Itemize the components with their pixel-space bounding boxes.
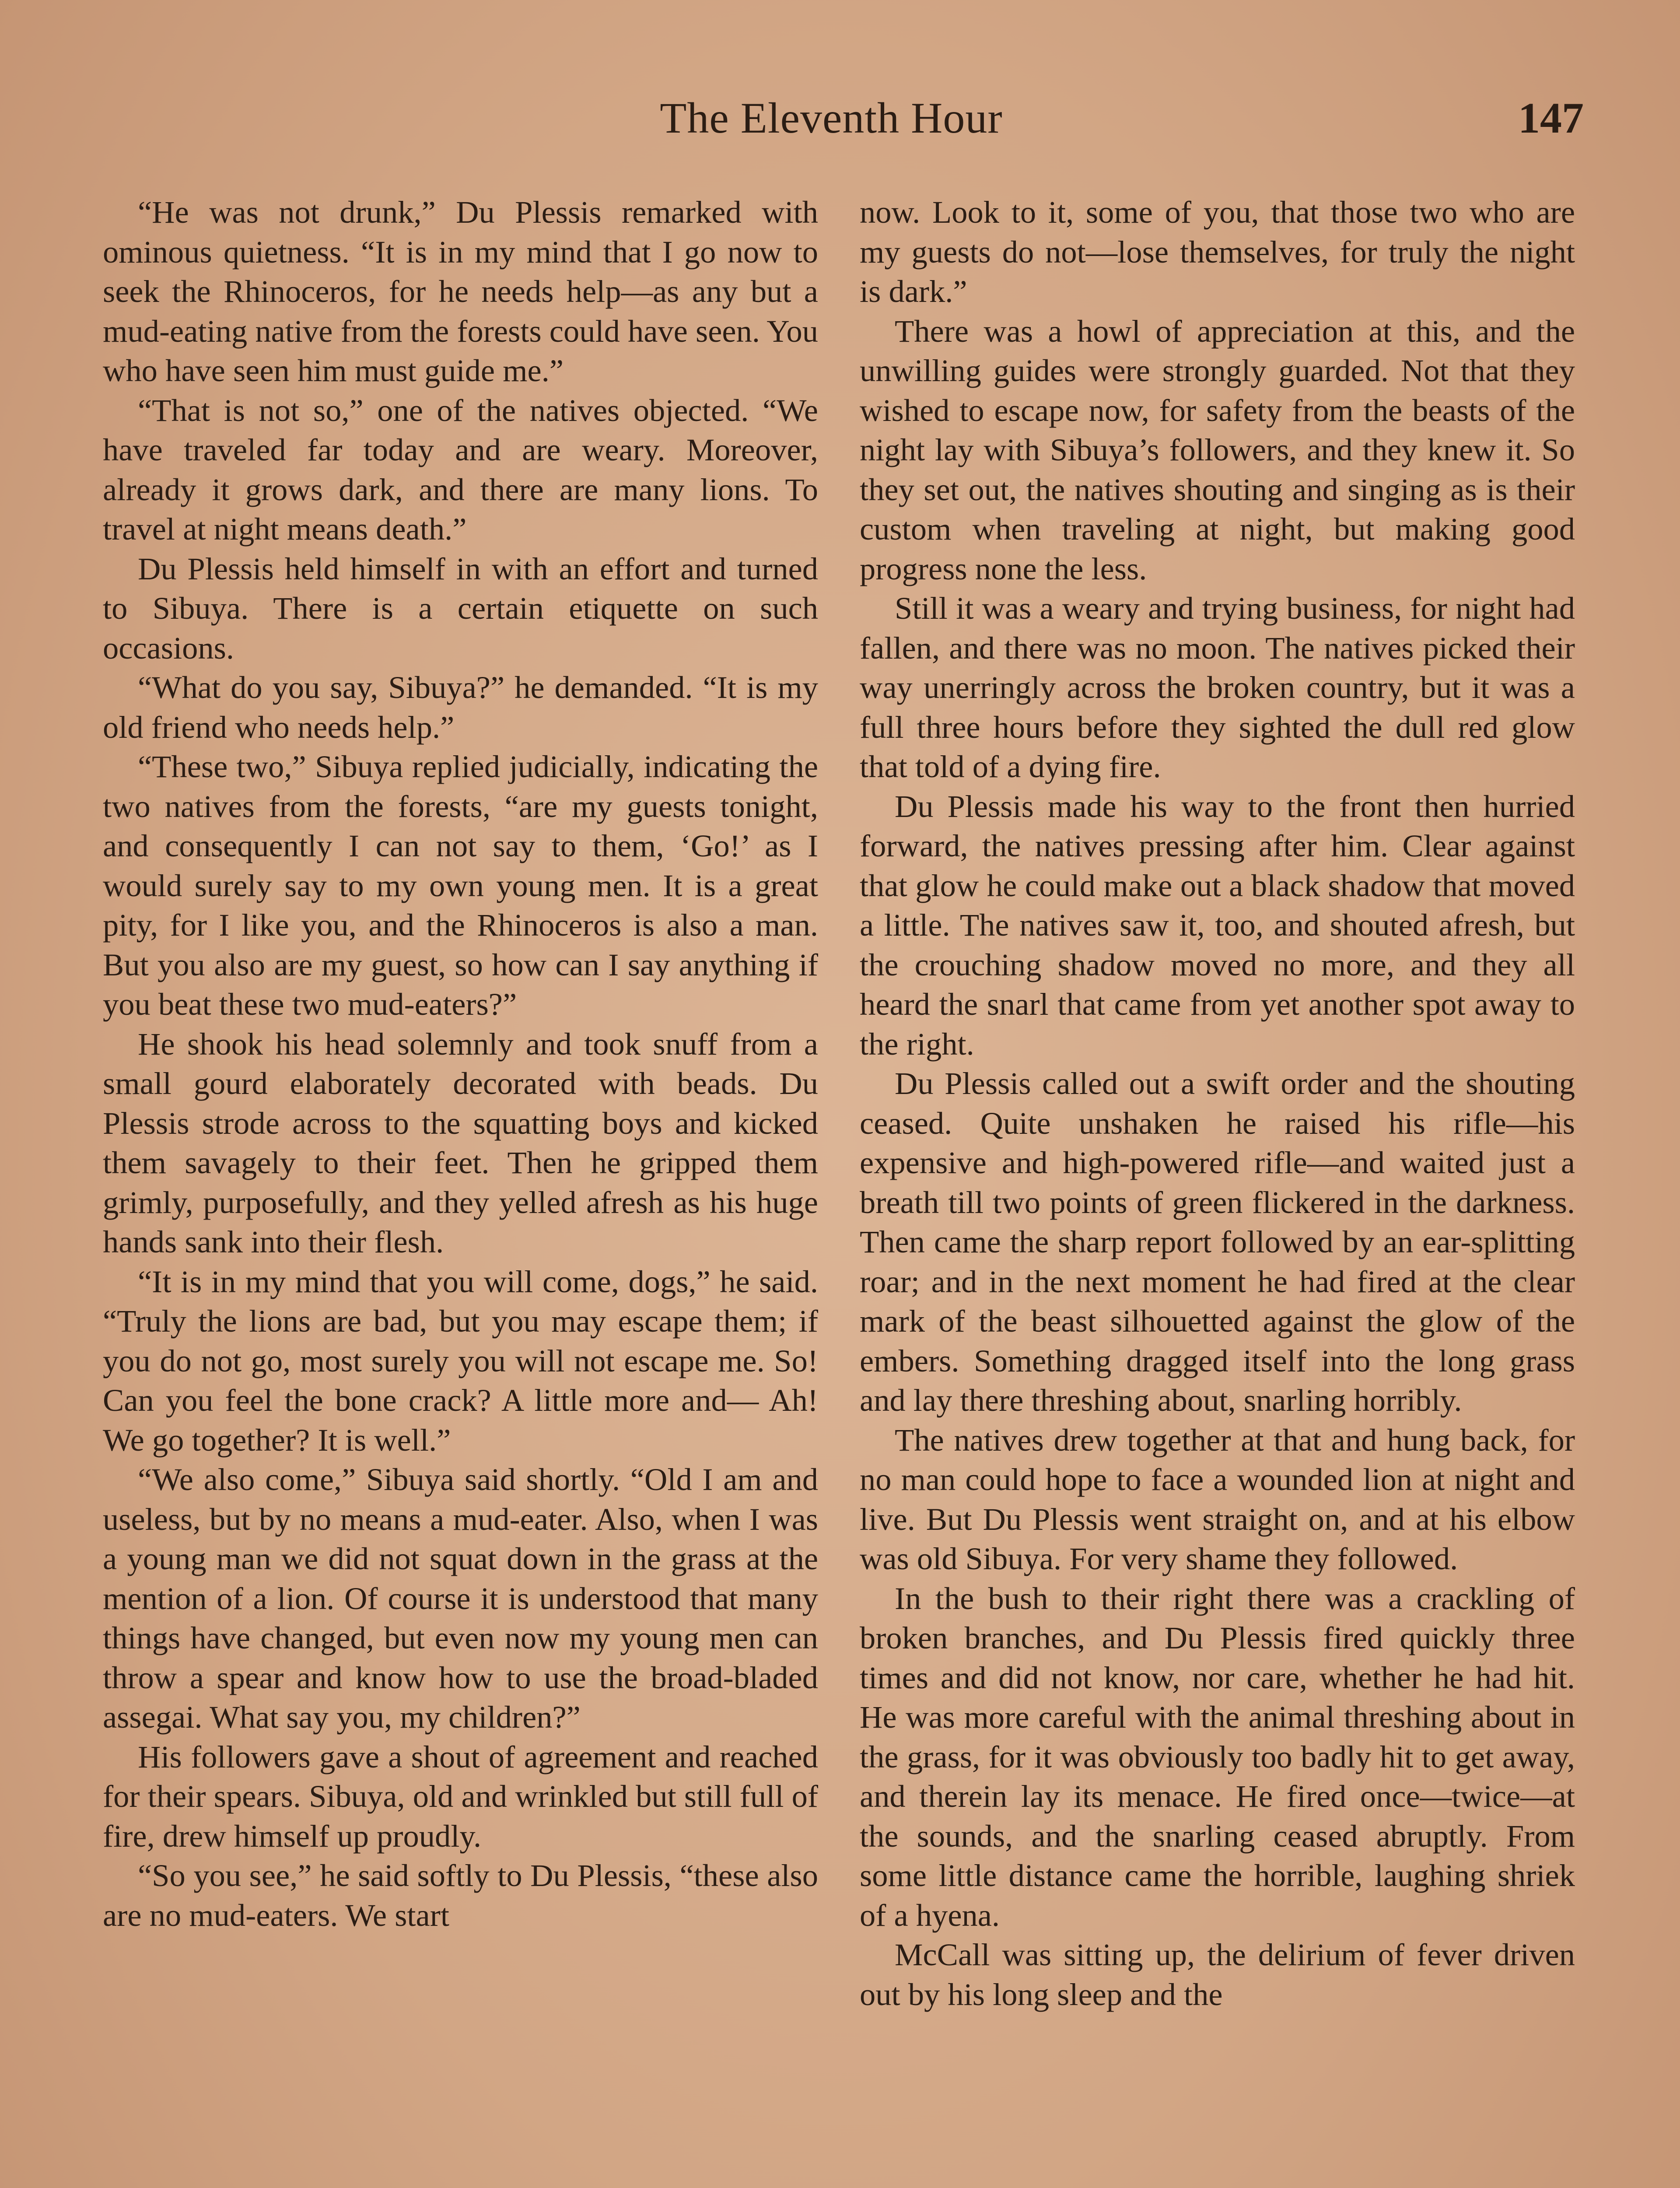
paragraph: The natives drew together at that and hung back, for no man could hope to face a wounded lion at night and live. But Du Plessis went straight on, and at his elbow was old Sibuya. For very shame they followed. (860, 1422, 1575, 1576)
running-title: The Eleventh Hour (660, 94, 1003, 142)
page-number: 147 (1518, 94, 1584, 142)
paragraph: “He was not drunk,” Du Plessis remarked with ominous quietness. “It is in my mind that I go now to seek the Rhinoceros, for he needs help—as any but a mud-eating native from the forests could have seen. You who have seen him must guide me.” (103, 194, 818, 388)
paragraph: Du Plessis made his way to the front then hurried forward, the natives pressing after him. Clear against that glow he could make out a black shadow that moved a little. The natives saw it, too, and shouted afresh, but the crouching shadow moved no more, and they all heard the snarl that came from yet another spot away to the right. (860, 788, 1575, 1062)
paragraph: Du Plessis held himself in with an effort and turned to Sibuya. There is a certain etiquette on such occasions. (103, 551, 818, 666)
paragraph: “That is not so,” one of the natives objected. “We have traveled far today and are weary. Moreover, already it grows dark, and there are many lions. To travel at night means death.” (103, 392, 818, 547)
right-column (860, 193, 1575, 2188)
paragraph: McCall was sitting up, the delirium of fever driven out by his long sleep and the (860, 1937, 1575, 2012)
paragraph: There was a howl of appreciation at this, and the unwilling guides were strongly guarded. Not that they wished to escape now, for safety from the beasts of the night lay with Sibuya’s followers, and they knew it. So they set out, the natives shouting and singing as is their custom when traveling at night, but making good progress none the less. (860, 313, 1575, 586)
paragraph: “What do you say, Sibuya?” he demanded. “It is my old friend who needs help.” (103, 670, 818, 745)
paragraph: His followers gave a shout of agreement and reached for their spears. Sibuya, old and wrinkled but still full of fire, drew himself up proudly. (103, 1739, 818, 1854)
paragraph: Still it was a weary and trying business, for night had fallen, and there was no moon. The natives picked their way unerringly across the broken country, but it was a full three hours before they sighted the dull red glow that told of a dying fire. (860, 590, 1575, 784)
paragraph: He shook his head solemnly and took snuff from a small gourd elaborately decorated with beads. Du Plessis strode across to the squatting boys and kicked them savagely to their feet. Then he gripped them grimly, purposefully, and they yelled afresh as his huge hands sank into their flesh. (103, 1026, 818, 1259)
paragraph: “We also come,” Sibuya said shortly. “Old I am and useless, but by no means a mud-eater. Also, when I was a young man we did not squat down in the grass at the mention of a lion. Of course it is understood that many things have changed, but even now my young men can throw a spear and know how to use the broad-bladed assegai. What say you, my children?” (103, 1462, 818, 1735)
paragraph: “These two,” Sibuya replied judicially, indicating the two natives from the forests, “are my guests tonight, and consequently I can not say to them, ‘Go!’ as I would surely say to my own young men. It is a great pity, for I like you, and the Rhinoceros is also a man. But you also are my guest, so how can I say anything if you beat these two mud-eaters?” (103, 749, 818, 1022)
paragraph: “It is in my mind that you will come, dogs,” he said. “Truly the lions are bad, but you may escape them; if you do not go, most surely you will not escape me. So! Can you feel the bone crack? A little more and— Ah! We go together? It is well.” (103, 1263, 818, 1458)
left-column (103, 193, 818, 2188)
paragraph: Du Plessis called out a swift order and the shouting ceased. Quite unshaken he raised his rifle—his expensive and high-powered rifle—and waited just a breath till two points of green flickered in the darkness. Then came the sharp report followed by an ear-splitting roar; and in the next moment he had fired at the clear mark of the beast silhouetted against the glow of the embers. Something dragged itself into the long grass and lay there threshing about, snarling horribly. (860, 1066, 1575, 1418)
paragraph: In the bush to their right there was a crackling of broken branches, and Du Plessis fired quickly three times and did not know, nor care, whether he had hit. He was more careful with the animal threshing about in the grass, for it was obviously too badly hit to get away, and therein lay its menace. He fired once—twice—at the sounds, and the snarling ceased abruptly. From some little distance came the horrible, laughing shriek of a hyena. (860, 1580, 1575, 1933)
paragraph: “So you see,” he said softly to Du Plessis, “these also are no mud-eaters. We start (103, 1858, 818, 1933)
running-header (0, 88, 1680, 149)
continued-paragraph: now. Look to it, some of you, that those two who are my guests do not—lose themselves, for truly the night is dark.” (860, 194, 1575, 309)
